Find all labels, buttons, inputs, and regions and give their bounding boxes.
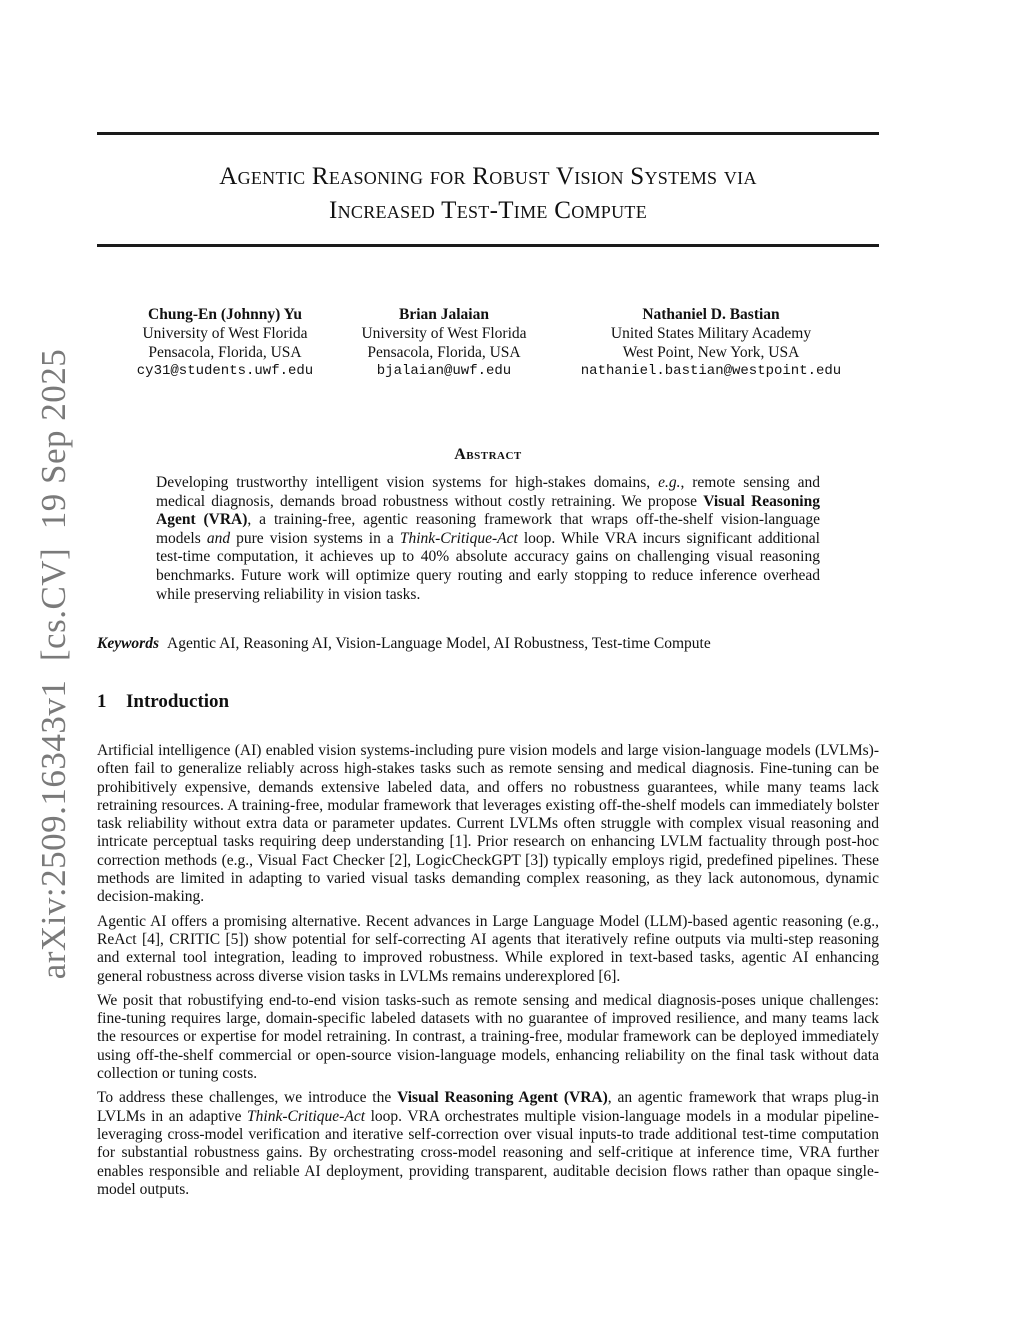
author-email[interactable]: nathaniel.bastian@westpoint.edu	[580, 363, 842, 379]
title-line-2: Increased Test-Time Compute	[328, 197, 648, 224]
abstract-segment: pure vision systems in a	[230, 529, 400, 547]
author-affiliation: United States Military Academy	[610, 325, 812, 342]
paragraph-segment: , an agentic framework that wraps plug-in LVLMs in an adaptive	[97, 1089, 879, 1125]
section-number: 1	[97, 691, 107, 712]
author-name: Chung-En (Johnny) Yu	[148, 306, 302, 323]
author-affiliation: University of West Florida	[361, 325, 527, 342]
author-2	[340, 305, 548, 381]
paragraph-4	[97, 1089, 879, 1199]
author-name: Nathaniel D. Bastian	[642, 306, 780, 323]
abstract-method-name: Visual Reasoning Agent (VRA)	[156, 492, 820, 529]
author-1	[120, 305, 330, 381]
paragraph-segment: To address these challenges, we introduce the	[97, 1089, 398, 1107]
keywords-line	[97, 634, 879, 653]
author-email[interactable]: bjalaian@uwf.edu	[376, 363, 512, 379]
paper-title	[97, 160, 879, 228]
paragraph-1: Artificial intelligence (AI) enabled vision systems-including pure vision models and large vision-language models (LVLMs)-often fail to generalize reliably across high-stakes tasks such as remote sensing and medical diagnosis. Fine-tuning can be prohibitively expensive, demands extensive labeled data, and offers no robustness guarantees, while many teams lack retraining resources. A training-free, modular framework that leverages existing off-the-shelf models can immediately bolster task reliability without extra data or parameter updates. Current LVLMs often struggle with complex visual reasoning and intricate perceptual tasks requiring deep understanding [1]. Prior research on enhancing LVLM factuality through post-hoc correction methods (e.g., Visual Fact Checker [2], LogicCheckGPT [3]) typically employs rigid, predefined pipelines. These methods are limited in adapting to varied visual tasks demanding complex reasoning, as they lack autonomous, dynamic decision-making.	[97, 742, 879, 906]
method-name: Visual Reasoning Agent (VRA)	[397, 1089, 608, 1107]
paragraph-3: We posit that robustifying end-to-end vision tasks-such as remote sensing and medical diagnosis-poses unique challenges: fine-tuning requires large, domain-specific labeled datasets with no guarantee of improved resilience, and many teams lack the resources or expertise for model retraining. In contrast, a training-free, modular framework can be deployed immediately using off-the-shelf commercial or open-source vision-language models, enhancing reliability on the final task without data collection or tuning costs.	[97, 991, 879, 1083]
abstract-emphasis: e.g.	[658, 474, 681, 491]
author-location: Pensacola, Florida, USA	[367, 344, 521, 361]
author-location: Pensacola, Florida, USA	[148, 344, 302, 361]
author-name: Brian Jalaian	[398, 306, 489, 323]
abstract-segment: , a training-free, agentic reasoning framework that wraps off-the-shelf vision-language models	[156, 511, 820, 547]
author-affiliation: University of West Florida	[142, 325, 308, 342]
abstract-text	[156, 474, 820, 604]
loop-name: Think-Critique-Act	[247, 1107, 365, 1125]
title-line-1: Agentic Reasoning for Robust Vision Systems via	[219, 163, 757, 190]
section-title: Introduction	[126, 691, 230, 712]
abstract-segment: loop. While VRA incurs significant additional test-time computation, it achieves up to 40% absolute accuracy gains on challenging visual reasoning benchmarks. Future work will optimize query routing and early stopping to reduce inference overhead while preserving reliability in vision tasks.	[156, 529, 820, 603]
keywords-text: Agentic AI, Reasoning AI, Vision-Language Model, AI Robustness, Test-time Compute	[167, 635, 711, 652]
author-email[interactable]: cy31@students.uwf.edu	[136, 363, 314, 379]
abstract-heading: Abstract	[454, 446, 522, 463]
keywords-label: Keywords	[97, 635, 159, 652]
abstract-segment: , remote sensing and medical diagnosis, demands broad robustness without costly retraining. We propose	[156, 474, 821, 510]
abstract-segment: Developing trustworthy intelligent vision systems for high-stakes domains,	[156, 474, 659, 491]
abstract-emphasis: and	[206, 529, 231, 547]
abstract-loop-name: Think-Critique-Act	[399, 529, 518, 547]
introduction-body	[97, 742, 879, 1205]
section-heading-introduction	[97, 691, 229, 713]
author-3	[566, 305, 856, 381]
paragraph-segment: loop. VRA orchestrates multiple vision-language models in a modular pipeline-leveraging cross-model verification and iterative self-correction over visual inputs-to trade additional test-time computation for substantial robustness gains. By orchestrating cross-model reasoning and self-critique at inference time, VRA further enables responsible and reliable AI deployment, providing transparent, auditable decision flows rather than opaque single-model outputs.	[97, 1107, 879, 1198]
author-location: West Point, New York, USA	[622, 344, 800, 361]
title-rule-top	[97, 132, 879, 135]
arxiv-identifier[interactable]: arXiv:2509.16343v1 [cs.CV] 19 Sep 2025	[34, 348, 73, 980]
title-rule-bottom	[97, 244, 879, 247]
paragraph-2: Agentic AI offers a promising alternative. Recent advances in Large Language Model (LLM)-based agentic reasoning (e.g., ReAct [4], CRITIC [5]) show potential for self-correcting AI agents that iteratively refine outputs via multi-step reasoning and external tool integration, leading to improved robustness. While explored in text-based tasks, agentic AI enhancing general robustness across diverse vision tasks in LVLMs remains underexplored [6].	[97, 912, 879, 985]
